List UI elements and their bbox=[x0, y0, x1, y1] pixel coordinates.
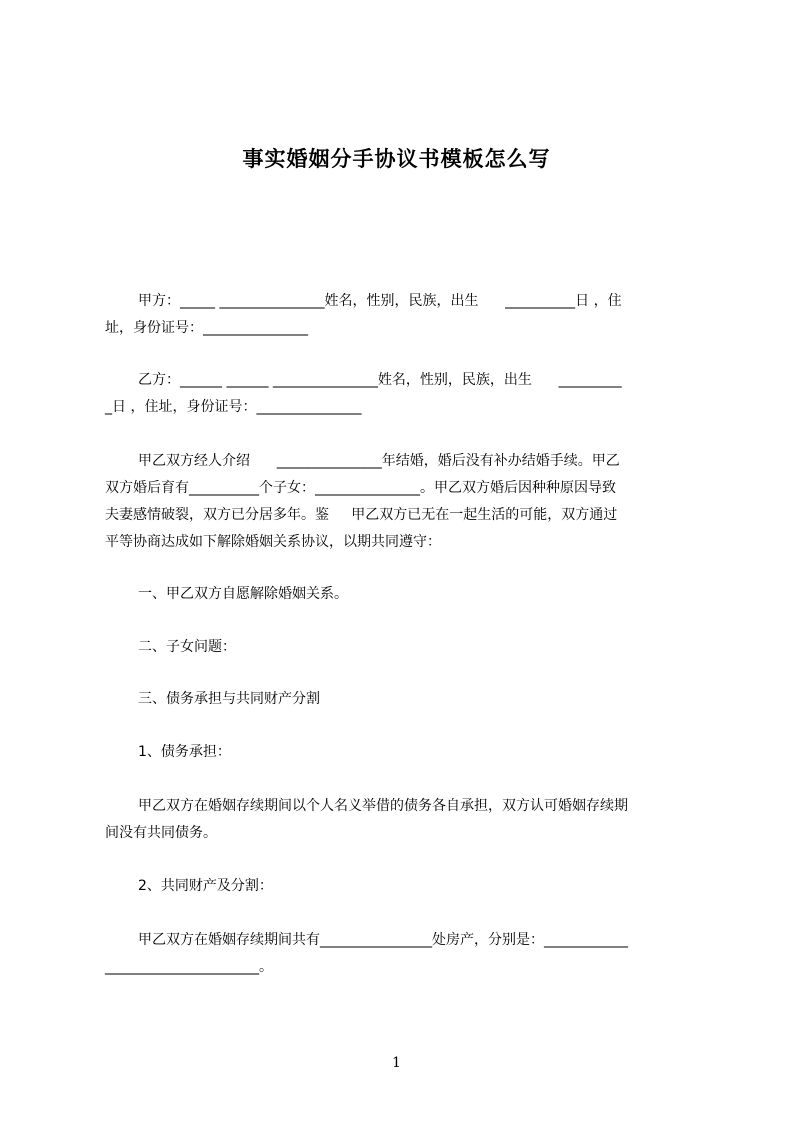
subsection-2: 2、共同财产及分割： bbox=[138, 878, 273, 894]
subsection-1: 1、债务承担： bbox=[138, 744, 231, 760]
preamble-line-3: 夫妻感情破裂，双方已分居多年。鉴 甲乙双方已无在一起生活的可能，双方通过 bbox=[105, 507, 618, 523]
party-b-line-2: _日 ，住址，身份证号：_______________ bbox=[105, 399, 362, 415]
property-clause-line-1: 甲乙双方在婚姻存续期间共有________________处房产，分别是：____________ bbox=[138, 932, 628, 948]
section-2: 二、子女问题： bbox=[138, 639, 236, 655]
property-clause-line-2: ______________________。 bbox=[105, 959, 273, 975]
preamble-line-4: 平等协商达成如下解除婚姻关系协议，以期共同遵守： bbox=[105, 534, 441, 550]
party-b-line-1: 乙方：______ ______ _______________姓名，性别，民族，出生 _________ bbox=[138, 372, 622, 388]
page-number: 1 bbox=[392, 1055, 401, 1071]
debt-clause-line-2: 间没有共同债务。 bbox=[105, 825, 217, 841]
document-title: 事实婚姻分手协议书模板怎么写 bbox=[242, 147, 551, 171]
preamble-line-1: 甲乙双方经人介绍 _______________年结婚，婚后没有补办结婚手续。甲乙 bbox=[138, 453, 620, 469]
debt-clause-line-1: 甲乙双方在婚姻存续期间以个人名义举借的债务各自承担，双方认可婚姻存续期 bbox=[138, 798, 628, 814]
section-1: 一、甲乙双方自愿解除婚姻关系。 bbox=[138, 586, 348, 602]
section-3: 三、债务承担与共同财产分割 bbox=[138, 691, 320, 707]
party-a-line-2: 址，身份证号：_______________ bbox=[105, 320, 308, 336]
party-a-line-1: 甲方：_____ _______________姓名，性别，民族，出生 __________日 ，住 bbox=[138, 293, 622, 309]
preamble-line-2: 双方婚后育有__________个子女：_______________。甲乙双方婚后因种种原因导致 bbox=[105, 480, 616, 496]
